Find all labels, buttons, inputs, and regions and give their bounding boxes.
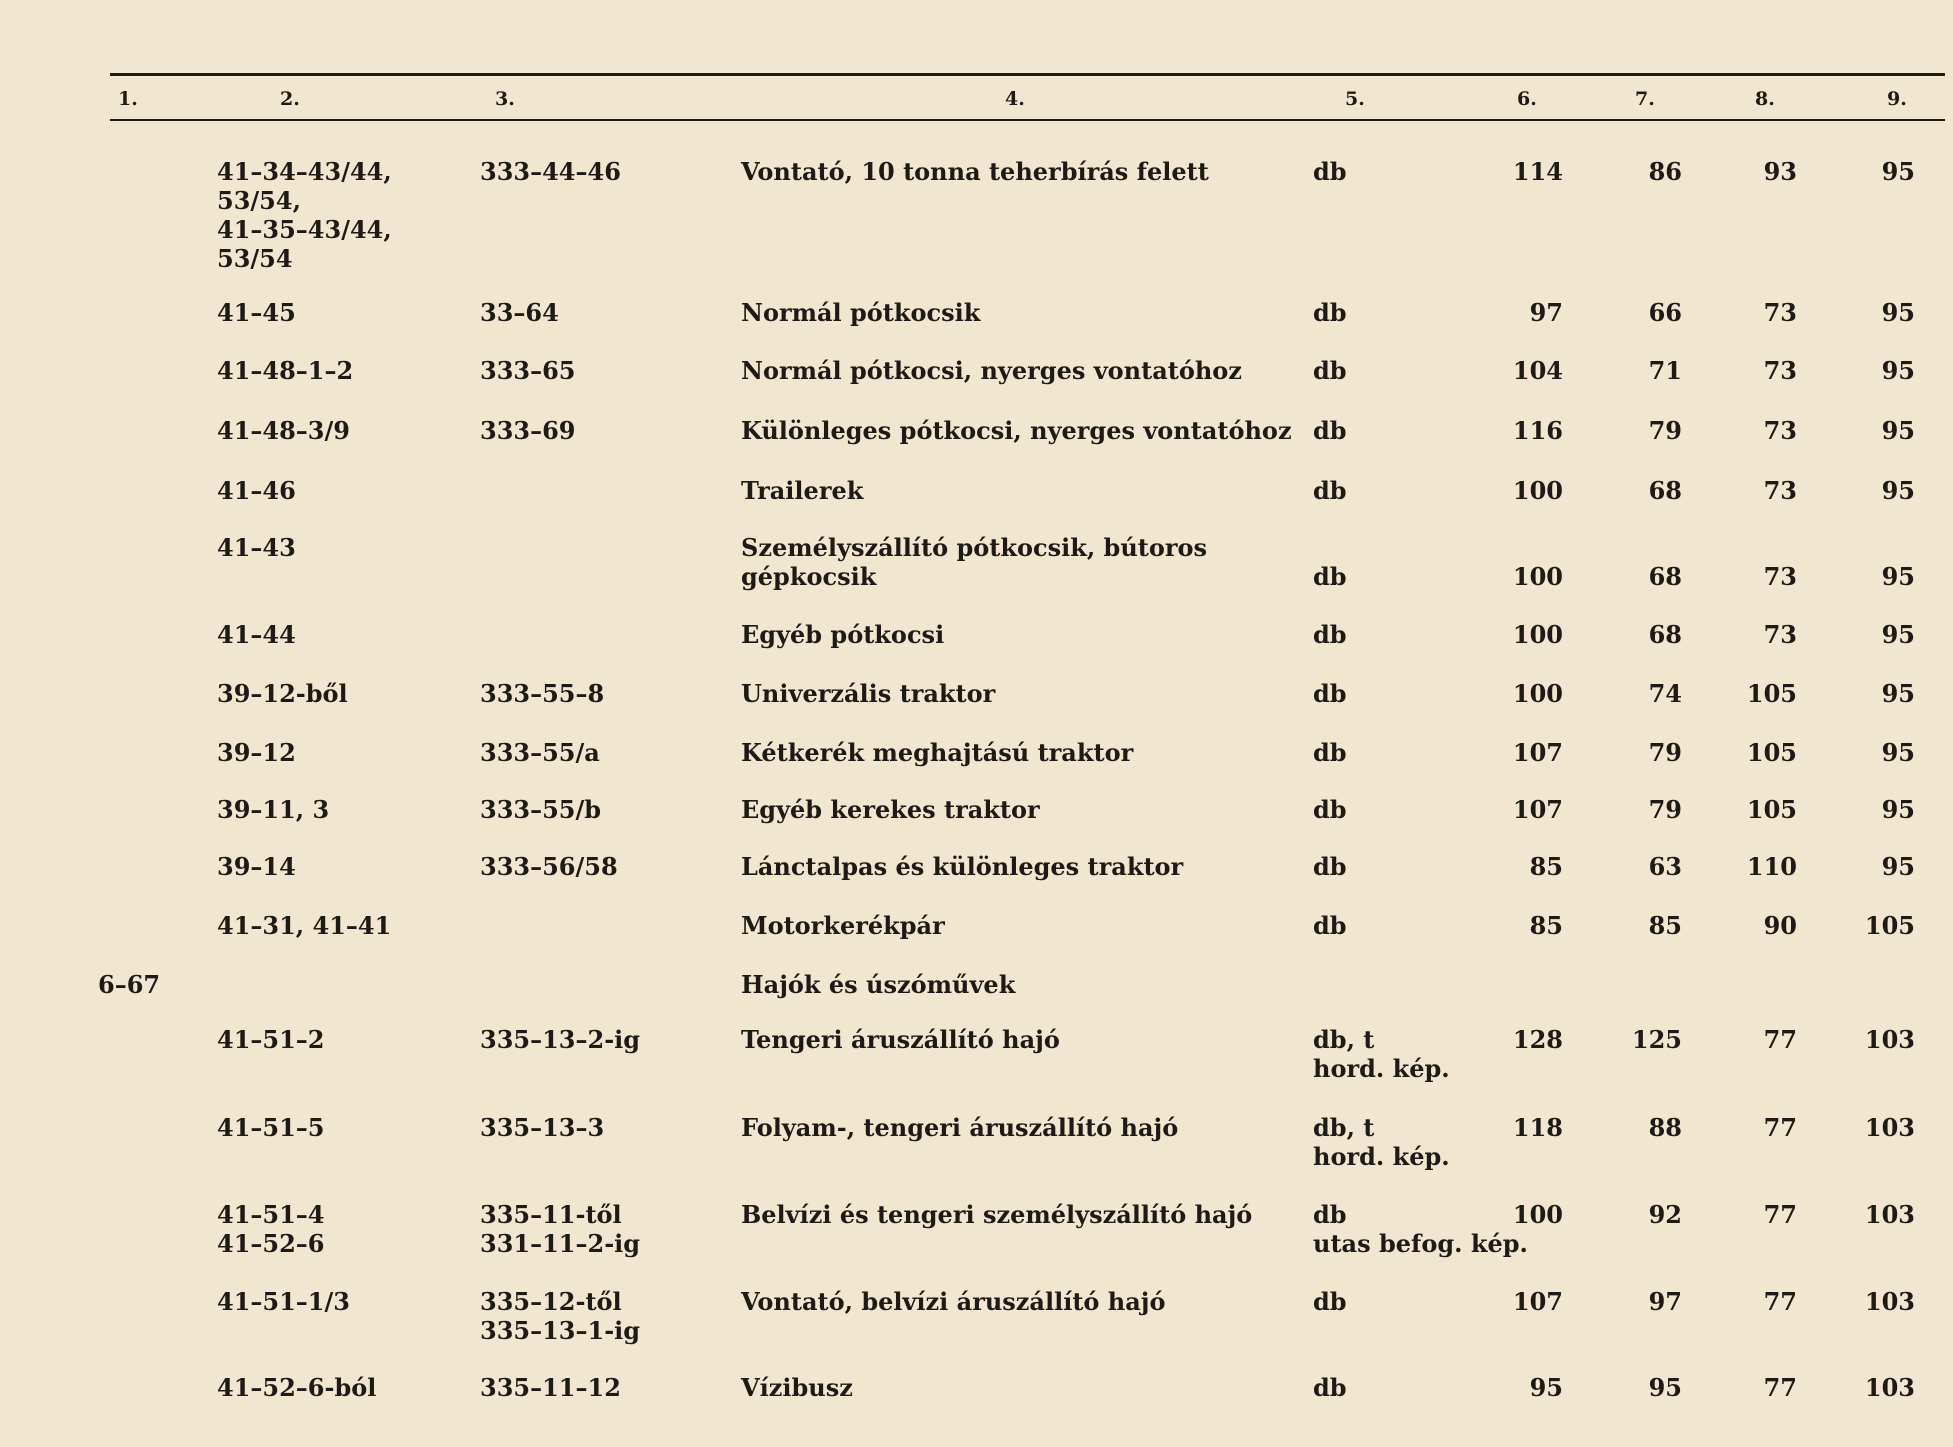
- col-header-7: 7.: [1635, 88, 1655, 110]
- cell-c7-row-16: 92: [1648, 1200, 1682, 1229]
- cell-c8-row-7: 73: [1763, 620, 1797, 649]
- cell-c9-row-17: 103: [1864, 1287, 1915, 1316]
- cell-c4-row-7: Egyéb pótkocsi: [741, 620, 945, 649]
- cell-c7-row-4: 79: [1648, 416, 1682, 445]
- cell-c4-row-8: Univerzális traktor: [741, 679, 996, 708]
- cell-c7-row-2: 66: [1648, 298, 1682, 327]
- cell-c3-row-4: 333–69: [480, 416, 576, 445]
- cell-c4-row-13: Hajók és úszóművek: [741, 970, 1016, 999]
- cell-c8-row-6: 73: [1763, 562, 1797, 591]
- cell-c1-row-13: 6–67: [98, 970, 161, 999]
- cell-c2-row-6: 41–43: [217, 533, 296, 562]
- cell-c7-row-6: 68: [1648, 562, 1682, 591]
- cell-c2-row-8: 39–12-ből: [217, 679, 348, 708]
- col-header-1: 1.: [118, 88, 138, 110]
- cell-c5-row-4: db: [1313, 416, 1347, 445]
- cell-c2-row-18: 41–52–6-ból: [217, 1373, 377, 1402]
- cell-c8-row-14: 77: [1763, 1025, 1797, 1054]
- cell-c3-row-2: 33–64: [480, 298, 559, 327]
- cell-c6-row-9: 107: [1512, 738, 1563, 767]
- cell-c3-row-9: 333–55/a: [480, 738, 600, 767]
- cell-c8-row-16: 77: [1763, 1200, 1797, 1229]
- cell-c4-row-4: Különleges pótkocsi, nyerges vontatóhoz: [741, 416, 1292, 445]
- cell-c6-row-16: 100: [1512, 1200, 1563, 1229]
- cell-c8-row-15: 77: [1763, 1113, 1797, 1142]
- cell-c7-row-7: 68: [1648, 620, 1682, 649]
- cell-c2-row-12: 41–31, 41–41: [217, 911, 392, 940]
- cell-c7-row-11: 63: [1648, 852, 1682, 881]
- cell-c5-row-11: db: [1313, 852, 1347, 881]
- cell-c9-row-4: 95: [1881, 416, 1915, 445]
- cell-c6-row-8: 100: [1512, 679, 1563, 708]
- header-rule: [110, 119, 1945, 121]
- cell-c5-row-15: db, t hord. kép.: [1313, 1113, 1450, 1171]
- cell-c4-row-14: Tengeri áruszállító hajó: [741, 1025, 1060, 1054]
- cell-c3-row-3: 333–65: [480, 356, 576, 385]
- cell-c5-row-2: db: [1313, 298, 1347, 327]
- cell-c9-row-12: 105: [1864, 911, 1915, 940]
- cell-c7-row-12: 85: [1648, 911, 1682, 940]
- cell-c8-row-17: 77: [1763, 1287, 1797, 1316]
- cell-c9-row-6: 95: [1881, 562, 1915, 591]
- cell-c2-row-15: 41–51–5: [217, 1113, 325, 1142]
- cell-c8-row-10: 105: [1746, 795, 1797, 824]
- cell-c9-row-1: 95: [1881, 157, 1915, 186]
- cell-c7-row-15: 88: [1648, 1113, 1682, 1142]
- col-header-4: 4.: [1005, 88, 1025, 110]
- cell-c6-row-4: 116: [1512, 416, 1563, 445]
- cell-c4-row-10: Egyéb kerekes traktor: [741, 795, 1040, 824]
- cell-c3-row-1: 333–44–46: [480, 157, 621, 186]
- cell-c2-row-9: 39–12: [217, 738, 296, 767]
- cell-c5-row-17: db: [1313, 1287, 1347, 1316]
- cell-c9-row-11: 95: [1881, 852, 1915, 881]
- cell-c8-row-4: 73: [1763, 416, 1797, 445]
- cell-c9-row-9: 95: [1881, 738, 1915, 767]
- cell-c3-row-15: 335–13–3: [480, 1113, 605, 1142]
- cell-c2-row-16: 41–51–4 41–52–6: [217, 1200, 325, 1258]
- cell-c4-row-16: Belvízi és tengeri személyszállító hajó: [741, 1200, 1253, 1229]
- cell-c4-row-1: Vontató, 10 tonna teherbírás felett: [741, 157, 1209, 186]
- col-header-6: 6.: [1517, 88, 1537, 110]
- col-header-8: 8.: [1755, 88, 1775, 110]
- cell-c3-row-8: 333–55–8: [480, 679, 605, 708]
- cell-c2-row-7: 41–44: [217, 620, 296, 649]
- cell-c8-row-2: 73: [1763, 298, 1797, 327]
- cell-c9-row-2: 95: [1881, 298, 1915, 327]
- cell-c4-row-5: Trailerek: [741, 476, 864, 505]
- cell-c9-row-15: 103: [1864, 1113, 1915, 1142]
- cell-c7-row-1: 86: [1648, 157, 1682, 186]
- cell-c6-row-10: 107: [1512, 795, 1563, 824]
- cell-c6-row-3: 104: [1512, 356, 1563, 385]
- cell-c2-row-3: 41–48–1–2: [217, 356, 354, 385]
- cell-c8-row-3: 73: [1763, 356, 1797, 385]
- cell-c8-row-11: 110: [1746, 852, 1797, 881]
- cell-c5-row-9: db: [1313, 738, 1347, 767]
- cell-c4-row-3: Normál pótkocsi, nyerges vontatóhoz: [741, 356, 1242, 385]
- cell-c7-row-3: 71: [1648, 356, 1682, 385]
- cell-c8-row-9: 105: [1746, 738, 1797, 767]
- cell-c4-row-12: Motorkerékpár: [741, 911, 945, 940]
- cell-c9-row-14: 103: [1864, 1025, 1915, 1054]
- cell-c6-row-6: 100: [1512, 562, 1563, 591]
- cell-c5-row-16: db utas befog. kép.: [1313, 1200, 1528, 1258]
- cell-c3-row-17: 335–12-től 335–13–1-ig: [480, 1287, 641, 1345]
- cell-c3-row-10: 333–55/b: [480, 795, 602, 824]
- cell-c3-row-11: 333–56/58: [480, 852, 618, 881]
- cell-c4-row-2: Normál pótkocsik: [741, 298, 981, 327]
- cell-c2-row-17: 41–51–1/3: [217, 1287, 350, 1316]
- cell-c8-row-8: 105: [1746, 679, 1797, 708]
- cell-c7-row-5: 68: [1648, 476, 1682, 505]
- cell-c9-row-8: 95: [1881, 679, 1915, 708]
- top-rule: [110, 73, 1945, 76]
- cell-c4-row-18: Vízibusz: [741, 1373, 853, 1402]
- cell-c3-row-16: 335–11-től 331–11–2-ig: [480, 1200, 641, 1258]
- cell-c4-row-15: Folyam-, tengeri áruszállító hajó: [741, 1113, 1179, 1142]
- cell-c2-row-11: 39–14: [217, 852, 296, 881]
- cell-c9-row-10: 95: [1881, 795, 1915, 824]
- cell-c2-row-14: 41–51–2: [217, 1025, 325, 1054]
- col-header-3: 3.: [495, 88, 515, 110]
- cell-c9-row-7: 95: [1881, 620, 1915, 649]
- cell-c4-row-11: Lánctalpas és különleges traktor: [741, 852, 1184, 881]
- cell-c6-row-14: 128: [1512, 1025, 1563, 1054]
- cell-c2-row-1: 41–34–43/44, 53/54, 41–35–43/44, 53/54: [217, 157, 392, 273]
- cell-c4-row-17: Vontató, belvízi áruszállító hajó: [741, 1287, 1166, 1316]
- cell-c2-row-10: 39–11, 3: [217, 795, 330, 824]
- cell-c2-row-4: 41–48–3/9: [217, 416, 350, 445]
- cell-c6-row-7: 100: [1512, 620, 1563, 649]
- cell-c8-row-5: 73: [1763, 476, 1797, 505]
- cell-c8-row-1: 93: [1763, 157, 1797, 186]
- cell-c4-row-6: Személyszállító pótkocsik, bútoros gépkocsik: [741, 533, 1208, 591]
- cell-c7-row-8: 74: [1648, 679, 1682, 708]
- col-header-5: 5.: [1345, 88, 1365, 110]
- cell-c5-row-6: db: [1313, 562, 1347, 591]
- cell-c6-row-17: 107: [1512, 1287, 1563, 1316]
- cell-c7-row-18: 95: [1648, 1373, 1682, 1402]
- cell-c9-row-18: 103: [1864, 1373, 1915, 1402]
- cell-c6-row-1: 114: [1512, 157, 1563, 186]
- cell-c9-row-5: 95: [1881, 476, 1915, 505]
- cell-c5-row-14: db, t hord. kép.: [1313, 1025, 1450, 1083]
- cell-c5-row-7: db: [1313, 620, 1347, 649]
- cell-c5-row-18: db: [1313, 1373, 1347, 1402]
- cell-c7-row-10: 79: [1648, 795, 1682, 824]
- cell-c2-row-2: 41–45: [217, 298, 296, 327]
- cell-c5-row-12: db: [1313, 911, 1347, 940]
- cell-c6-row-11: 85: [1529, 852, 1563, 881]
- cell-c7-row-9: 79: [1648, 738, 1682, 767]
- cell-c5-row-8: db: [1313, 679, 1347, 708]
- cell-c2-row-5: 41–46: [217, 476, 296, 505]
- cell-c5-row-1: db: [1313, 157, 1347, 186]
- cell-c6-row-5: 100: [1512, 476, 1563, 505]
- cell-c8-row-18: 77: [1763, 1373, 1797, 1402]
- cell-c5-row-10: db: [1313, 795, 1347, 824]
- cell-c7-row-17: 97: [1648, 1287, 1682, 1316]
- cell-c7-row-14: 125: [1631, 1025, 1682, 1054]
- col-header-2: 2.: [280, 88, 300, 110]
- cell-c4-row-9: Kétkerék meghajtású traktor: [741, 738, 1134, 767]
- cell-c9-row-3: 95: [1881, 356, 1915, 385]
- cell-c6-row-15: 118: [1512, 1113, 1563, 1142]
- col-header-9: 9.: [1887, 88, 1907, 110]
- cell-c6-row-18: 95: [1529, 1373, 1563, 1402]
- cell-c3-row-18: 335–11–12: [480, 1373, 621, 1402]
- cell-c6-row-2: 97: [1529, 298, 1563, 327]
- cell-c3-row-14: 335–13–2-ig: [480, 1025, 641, 1054]
- cell-c9-row-16: 103: [1864, 1200, 1915, 1229]
- cell-c6-row-12: 85: [1529, 911, 1563, 940]
- cell-c5-row-3: db: [1313, 356, 1347, 385]
- cell-c5-row-5: db: [1313, 476, 1347, 505]
- cell-c8-row-12: 90: [1763, 911, 1797, 940]
